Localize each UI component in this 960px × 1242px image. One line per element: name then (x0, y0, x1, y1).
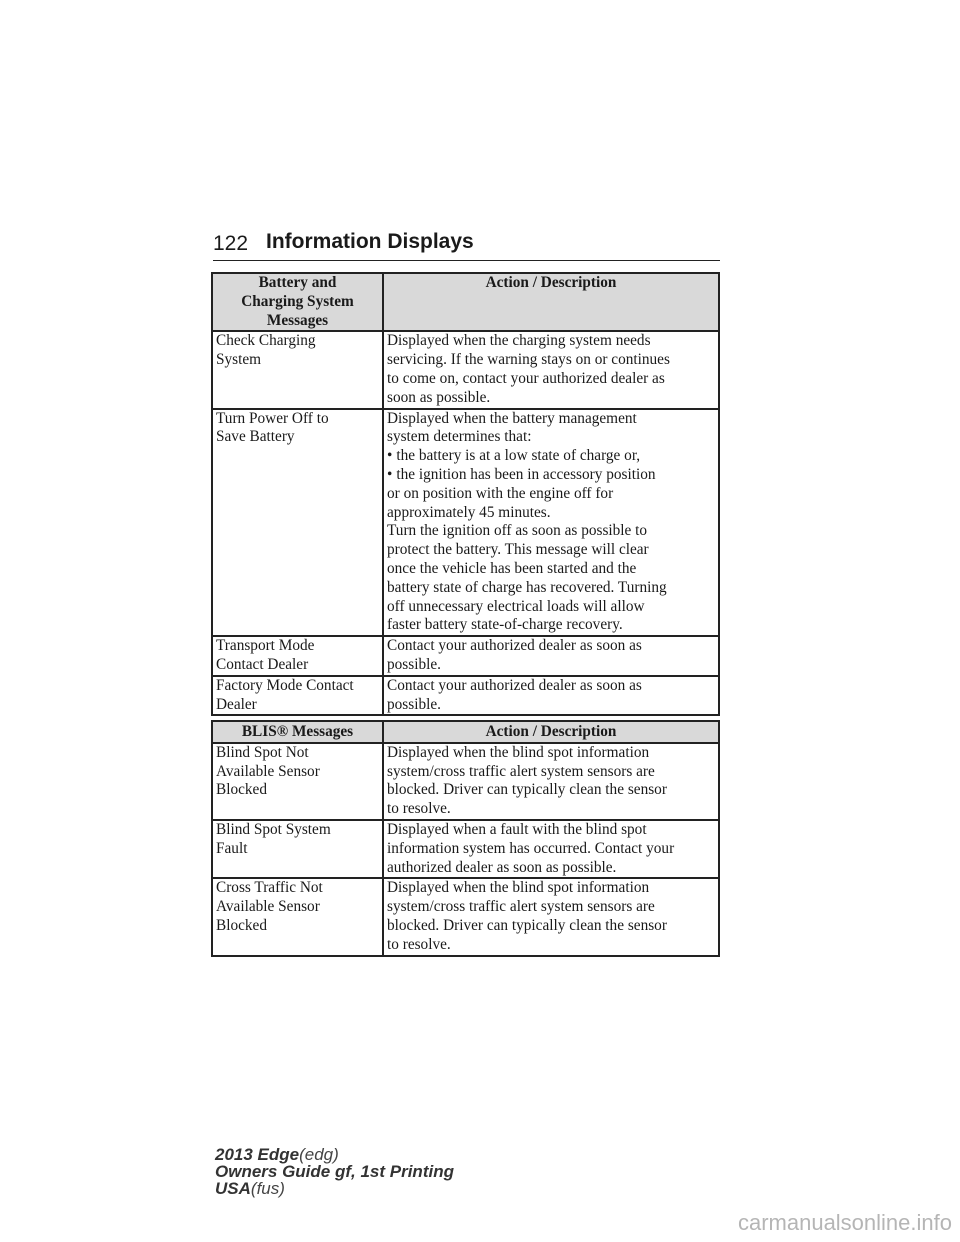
column-header-messages: Battery and Charging System Messages (212, 273, 383, 331)
bullet-icon: • (387, 465, 393, 483)
bullet-item: • the battery is at a low state of charge or, (387, 447, 641, 465)
message-cell: Transport Mode Contact Dealer (212, 636, 383, 676)
table-row (212, 743, 719, 820)
description-cell: Displayed when the charging system needs servicing. If the warning stays on or continues to come on, contact your authorized dealer as soon as possible. (383, 331, 719, 408)
site-watermark: carmanualsonline.info (737, 1210, 952, 1235)
bullet-item: • the ignition has been in accessory position (387, 465, 656, 483)
table-header-row (212, 273, 719, 331)
description-cell: Contact your authorized dealer as soon as possible. (383, 636, 719, 676)
description-cell: Displayed when the blind spot information system/cross traffic alert system sensors are blocked. Driver can typically clean the sensor to resolve. (383, 878, 719, 955)
table-row (212, 820, 719, 878)
table-row (212, 331, 719, 408)
message-cell: Blind Spot Not Available Sensor Blocked (212, 743, 383, 820)
bullet-icon: • (387, 447, 393, 465)
page-number: 122 (213, 232, 249, 255)
column-header-action: Action / Description (383, 273, 719, 331)
description-cell: Displayed when the blind spot information system/cross traffic alert system sensors are blocked. Driver can typically clean the sensor to resolve. (383, 743, 719, 820)
table-row (212, 636, 719, 676)
blis-messages-table (211, 720, 720, 957)
footer-line-guide: Owners Guide gf, 1st Printing (215, 1162, 454, 1181)
column-header-action: Action / Description (383, 721, 719, 743)
message-cell: Cross Traffic Not Available Sensor Blocked (212, 878, 383, 955)
page-header (213, 230, 720, 261)
page-title: Information Displays (266, 230, 474, 253)
description-cell: Displayed when the battery management system determines that: • the battery is at a low state of charge or, • the ignition has been in accessory position or on position with the engine off for approximately 45 minutes. Turn the ignition off as soon as possible to protect the battery. This message will clear once the vehicle has been started and the battery state of charge has recovered. Turning off unnecessary electrical loads will allow faster battery state-of-charge recovery. (383, 409, 719, 637)
table-row (212, 878, 719, 955)
message-cell: Check Charging System (212, 331, 383, 408)
table-row (212, 409, 719, 637)
column-header-messages: BLIS® Messages (212, 721, 383, 743)
table-row (212, 676, 719, 716)
footer-line-model: 2013 Edge(edg) (215, 1145, 339, 1164)
footer-line-market: USA(fus) (215, 1179, 285, 1198)
description-cell: Displayed when a fault with the blind spot information system has occurred. Contact your authorized dealer as soon as possible. (383, 820, 719, 878)
description-cell: Contact your authorized dealer as soon as possible. (383, 676, 719, 716)
table-header-row (212, 721, 719, 743)
print-footer (215, 1146, 454, 1197)
message-cell: Turn Power Off to Save Battery (212, 409, 383, 637)
message-cell: Blind Spot System Fault (212, 820, 383, 878)
message-cell: Factory Mode Contact Dealer (212, 676, 383, 716)
battery-charging-messages-table (211, 272, 720, 716)
